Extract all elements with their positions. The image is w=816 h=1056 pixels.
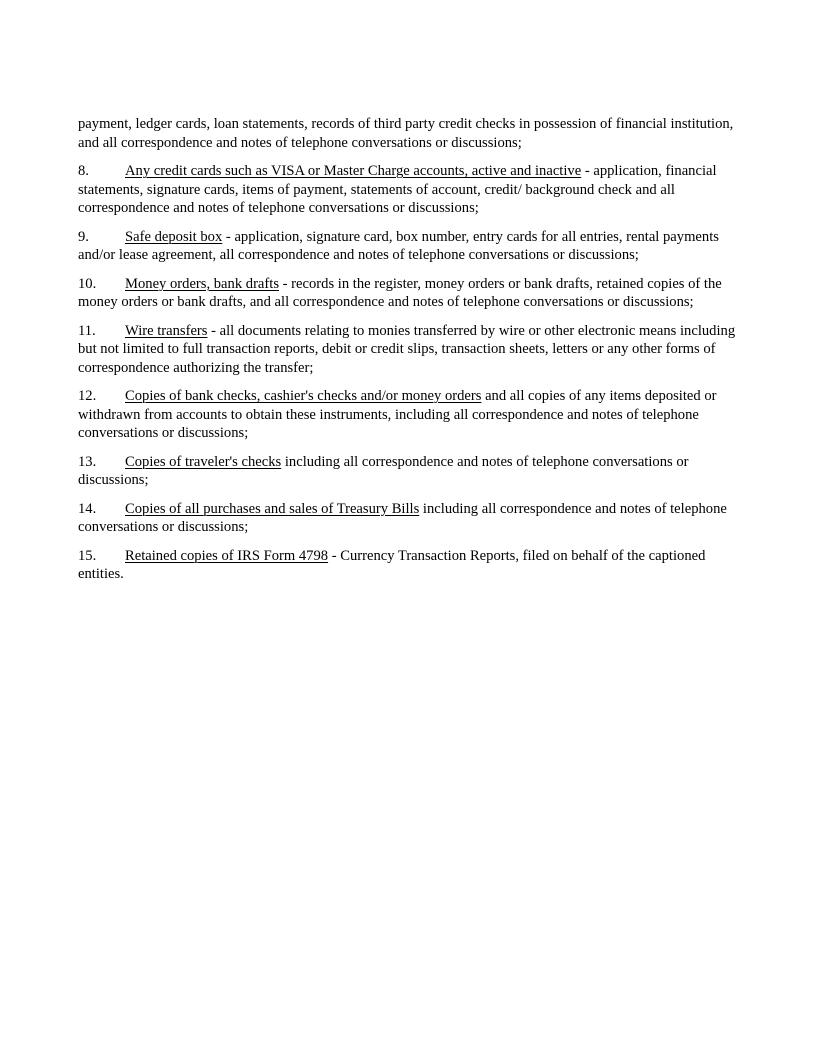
item-number: 11. <box>78 322 96 339</box>
item-title: Copies of bank checks, cashier's checks and/or money orders <box>125 388 482 404</box>
item-text: including all correspondence and notes of telephone conversations or discussions; <box>78 500 727 535</box>
list-item-10 <box>78 275 742 312</box>
item-text: including all correspondence and notes of telephone conversations or discussions; <box>78 453 689 488</box>
item-number: 14. <box>78 500 97 517</box>
item-number: 8. <box>78 163 89 179</box>
list-item-15 <box>78 547 742 584</box>
list-item-11 <box>78 322 742 378</box>
item-title: Retained copies of IRS Form 4798 <box>125 547 329 564</box>
item-number: 15. <box>78 547 97 564</box>
list-item-13 <box>78 453 742 490</box>
list-item-12 <box>78 387 742 443</box>
item-text: - application, financial statements, signature cards, items of payment, statements of account, credit/ background check and all correspondence and notes of telephone conversations or discussions; <box>78 163 717 216</box>
item-text: - Currency Transaction Reports, filed on behalf of the captioned entities. <box>78 547 706 582</box>
document-page <box>78 115 742 594</box>
item-title: Copies of traveler's checks <box>125 453 282 470</box>
item-text: - records in the register, money orders or bank drafts, retained copies of the money orders or bank drafts, and all correspondence and notes of telephone conversations or discussions; <box>78 275 722 310</box>
item-number: 9. <box>78 228 89 245</box>
list-item-14 <box>78 500 742 537</box>
list-item-9 <box>78 228 742 265</box>
item-number: 12. <box>78 388 97 404</box>
item-text: - all documents relating to monies transferred by wire or other electronic means including but not limited to full transaction reports, debit or credit slips, transaction sheets, letters or any other forms of correspondence authorizing the transfer; <box>78 322 736 376</box>
item-title: Money orders, bank drafts <box>125 275 280 292</box>
list-item-8 <box>78 162 742 218</box>
item-title: Copies of all purchases and sales of Treasury Bills <box>125 500 420 517</box>
item-title: Any credit cards such as VISA or Master Charge accounts, active and inactive <box>125 163 582 179</box>
continuation-paragraph: payment, ledger cards, loan statements, records of third party credit checks in possession of financial institution, and all correspondence and notes of telephone conversations or discussions; <box>78 116 734 151</box>
item-number: 10. <box>78 275 97 292</box>
item-number: 13. <box>78 453 97 470</box>
item-text: and all copies of any items deposited or withdrawn from accounts to obtain these instruments, including all correspondence and notes of telephone conversations or discussions; <box>78 388 717 441</box>
item-title: Wire transfers <box>125 322 208 339</box>
item-text: - application, signature card, box number, entry cards for all entries, rental payments and/or lease agreement, all correspondence and notes of telephone conversations or discussions; <box>78 228 719 263</box>
item-title: Safe deposit box <box>125 228 223 245</box>
